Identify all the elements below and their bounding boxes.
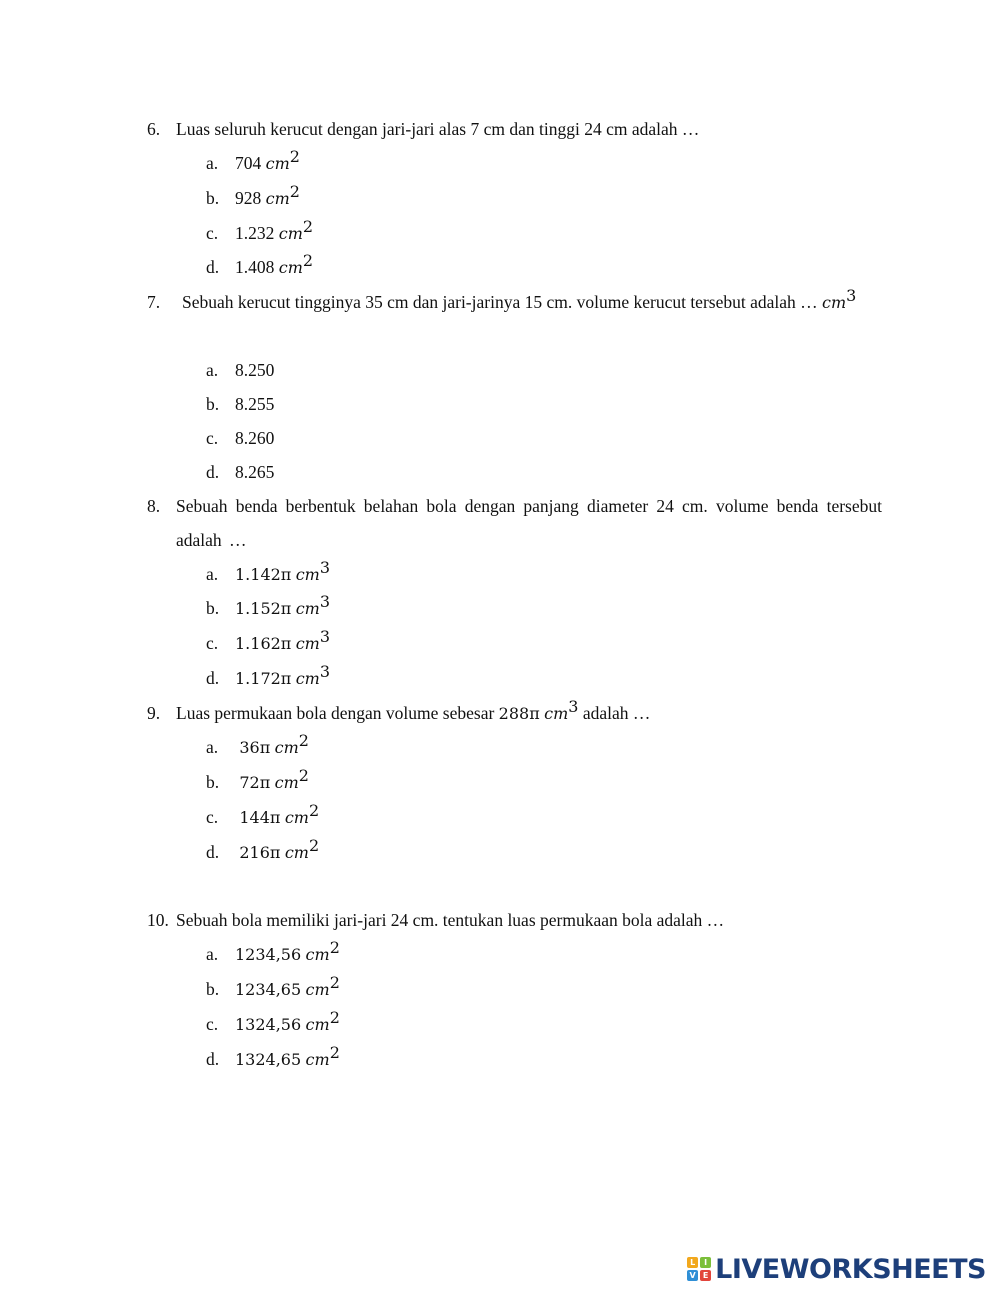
logo-text: LIVEWORKSHEETS [715, 1253, 986, 1285]
option-8c: c. 1.162π $cm^3$ [206, 627, 331, 653]
question-number: 6. [147, 119, 161, 139]
question-text: Sebuah kerucut tingginya 35 cm dan jari-jarinya 15 cm. volume kerucut tersebut adalah … $cm^3$ [182, 286, 857, 312]
liveworksheets-logo [687, 1253, 986, 1285]
option-6b: b. 928 $cm^2$ [206, 182, 300, 208]
option-9b: b. 72π $cm^2$ [206, 766, 309, 792]
question-text: Sebuah benda berbentuk belahan bola dengan panjang diameter 24 cm. volume benda tersebut adalah … [176, 496, 882, 550]
option-6d: d. 1.408 $cm^2$ [206, 251, 314, 277]
option-7a: a. 8.250 [206, 360, 275, 380]
option-7d: d. 8.265 [206, 462, 275, 482]
question-text: Luas permukaan bola dengan volume sebesar 288π $cm^3$ adalah … [176, 697, 651, 723]
option-9c: c. 144π $cm^2$ [206, 801, 320, 827]
option-8a: a. 1.142π $cm^3$ [206, 558, 331, 584]
question-text: Sebuah bola memiliki jari-jari 24 cm. tentukan luas permukaan bola adalah … [176, 910, 725, 930]
option-7c: c. 8.260 [206, 428, 275, 448]
option-8d: d. 1.172π $cm^3$ [206, 662, 331, 688]
question-6 [147, 112, 882, 146]
option-6a: a. 704 $cm^2$ [206, 147, 300, 173]
logo-mark-cell: E [700, 1270, 711, 1281]
option-6c: c. 1.232 $cm^2$ [206, 217, 314, 243]
option-10a: a. 1234,56 $cm^2$ [206, 938, 340, 964]
option-10b: b. 1234,65 $cm^2$ [206, 973, 340, 999]
question-7 [147, 285, 882, 320]
question-8 [147, 489, 882, 557]
question-number: 10. [147, 910, 169, 930]
logo-mark-cell: V [687, 1270, 698, 1281]
question-text: Luas seluruh kerucut dengan jari-jari alas 7 cm dan tinggi 24 cm adalah … [176, 119, 700, 139]
question-9 [147, 696, 882, 731]
liveworksheets-mark-icon [687, 1257, 711, 1281]
logo-mark-cell: L [687, 1257, 698, 1268]
logo-mark-cell: I [700, 1257, 711, 1268]
option-8b: b. 1.152π $cm^3$ [206, 592, 331, 618]
question-number: 9. [147, 703, 161, 723]
option-9a: a. 36π $cm^2$ [206, 731, 309, 757]
question-unit: cm [822, 293, 847, 312]
option-10c: c. 1324,56 $cm^2$ [206, 1008, 340, 1034]
option-9d: d. 216π $cm^2$ [206, 836, 320, 862]
option-7b: b. 8.255 [206, 394, 275, 414]
question-number: 8. [147, 496, 161, 516]
question-number: 7. [147, 292, 161, 312]
question-10 [147, 903, 882, 937]
option-10d: d. 1324,65 $cm^2$ [206, 1043, 340, 1069]
